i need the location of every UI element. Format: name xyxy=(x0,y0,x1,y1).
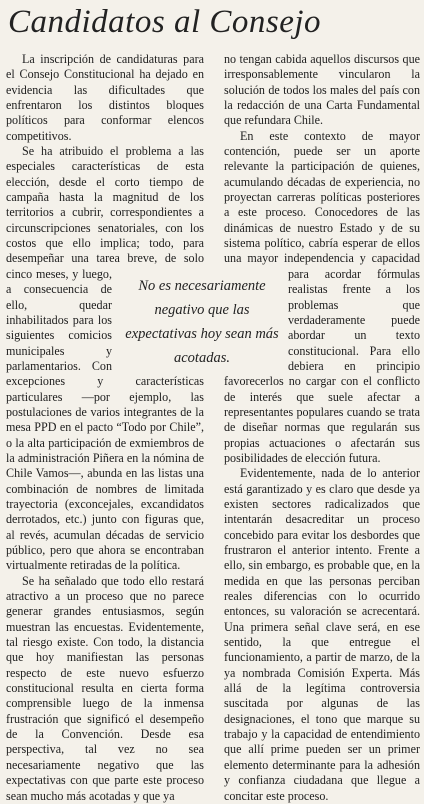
left-column xyxy=(6,52,204,804)
article-title: Candidatos al Consejo xyxy=(8,4,322,40)
paragraph: La inscripción de candidaturas para el Consejo Constitucional ha dejado en evidencia las dificultades que enfrentaron los distintos bloques políticos para conformar elencos competitivos. xyxy=(6,52,204,143)
paragraph: Evidentemente, nada de lo anterior está garantizado y es claro que desde ya existen sectores radicalizados que intentarán desacreditar un proceso concebido para evitar los desbordes que frustraron el anterior intento. Frente a ello, sin embargo, es probable que, en la medida en que las personas perciban reales diferencias con lo ocurrido entonces, su valoración se acrecentará. Una primera señal clave será, en ese sentido, la que entregue el funcionamiento, a partir de marzo, de la ya nombrada Comisión Experta. Más allá de la legítima controversia suscitada por algunas de las designaciones, el tono que marque su trabajo y la capacidad de entendimiento que allí prime pueden ser un primer elemento determinante para la adhesión y confianza ciudadana que llegue a concitar este proceso. xyxy=(224,466,420,803)
paragraph: no tengan cabida aquellos discursos que irresponsablemente vincularon la solución de todos los males del país con la redacción de una Carta Fundamental que refundara Chile. xyxy=(224,52,420,128)
paragraph: Se ha señalado que todo ello restará atractivo a un proceso que no parece generar grandes entusiasmos, según muestran las encuestas. Evidentemente, tal riesgo existe. Con todo, la distancia que hoy manifiestan las personas respecto de este nuevo esfuerzo constitucional resulta en cierta forma comprensible luego de la inmensa frustración que significó el desempeño de la Convención. Desde esa perspectiva, tal vez no sea necesariamente negativo que las expectativas con que parte este proceso sean mucho más acotadas y que ya xyxy=(6,573,204,803)
paragraph: En este contexto de mayor contención, puede ser un aporte relevante la participación de quienes, acumulando décadas de experiencia, no proyectan carreras políticas posteriores a este proceso. Conocedores de las dinámicas de nuestro Estado y de su sistema político, cabría esperar de ellos una mayor independencia y capacidad para acordar fórmulas realistas frente a los problemas que verdaderamente puede abordar un texto constitucional. Para ello debiera en principio favorecerlos no cargar con el conflicto de interés que suele afectar a representantes populares cuando se trata de diseñar normas que regularán sus propias actuaciones o afectarán sus posibilidades de elección futura. xyxy=(224,128,420,465)
right-column xyxy=(224,52,420,804)
pull-quote: No es necesariamente negativo que las expectativas hoy sean más acotadas. xyxy=(118,270,286,370)
paragraph: Se ha atribuido el problema a las especiales características de esta elección, desde el corto tiempo de campaña hasta la magnitud de los territorios a cubrir, correspondientes a circunscripciones senatoriales, con los costos que ello implica; todo, para desempeñar una tarea breve, de solo cinco meses, y luego, a consecuencia de ello, quedar inhabilitados para los siguientes comicios municipales y parlamentarios. Con excepciones y características particulares —por ejemplo, las postulaciones de varios integrantes de la mesa PPD en el pacto “Todo por Chile”, o la alta participación de exmiembros de la administración Piñera en la nómina de Chile Vamos—, abunda en las listas una combinación de nombres de limitada trayectoria (exconcejales, excandidatos derrotados, etc.) junto con figuras que, al revés, acumulan décadas de servicio público, pero que ahora se encontraban virtualmente retiradas de la política. xyxy=(6,144,204,573)
